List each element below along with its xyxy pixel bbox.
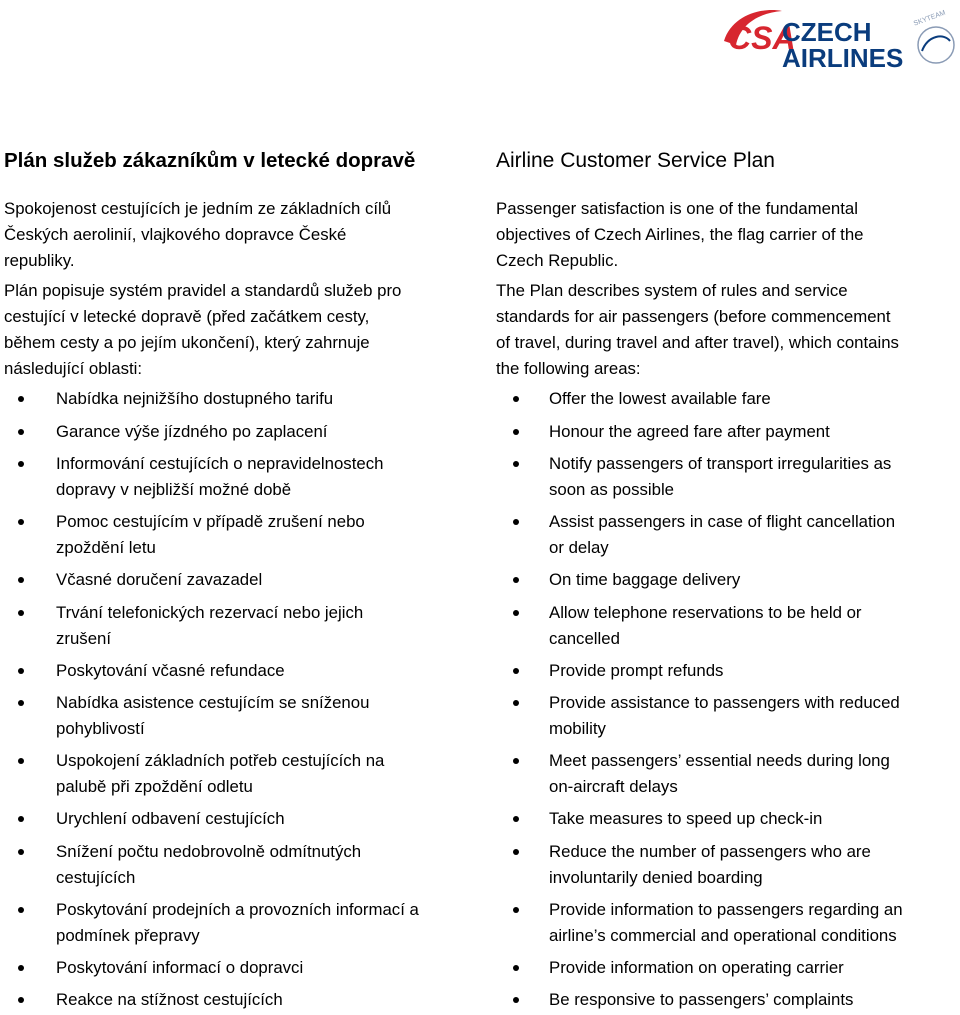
bullet-icon bbox=[18, 610, 24, 616]
bullet-icon bbox=[513, 610, 519, 616]
english-service-item bbox=[496, 987, 960, 1013]
bullet-icon bbox=[18, 907, 24, 913]
czech-service-item-text: Včasné doručení zavazadel bbox=[56, 570, 263, 589]
english-service-item bbox=[496, 690, 960, 742]
czech-airlines-logo bbox=[722, 5, 960, 73]
czech-service-item bbox=[4, 451, 480, 503]
english-plan-line: the following areas: bbox=[496, 359, 641, 378]
english-service-item bbox=[496, 509, 960, 561]
czech-service-item bbox=[4, 955, 480, 981]
english-service-item bbox=[496, 748, 960, 800]
czech-service-item bbox=[4, 509, 480, 561]
english-service-item bbox=[496, 806, 960, 832]
english-service-item bbox=[496, 600, 960, 652]
english-service-item-text: Take measures to speed up check-in bbox=[549, 809, 823, 828]
logo-brand-code: CSA bbox=[728, 20, 796, 56]
bullet-icon bbox=[18, 758, 24, 764]
bullet-icon bbox=[18, 396, 24, 402]
english-service-item bbox=[496, 419, 960, 445]
czech-plan-line: následující oblasti: bbox=[4, 359, 143, 378]
english-service-item-text: On time baggage delivery bbox=[549, 570, 741, 589]
english-service-item-text: Meet passengers’ essential needs during long on-aircraft delays bbox=[549, 751, 890, 796]
czech-intro-line: Českých aerolinií, vlajkového dopravce České bbox=[4, 225, 347, 244]
czech-service-item-text: Snížení počtu nedobrovolně odmítnutých cestujících bbox=[56, 841, 362, 887]
bullet-icon bbox=[513, 965, 519, 971]
english-plan-paragraph bbox=[496, 278, 899, 382]
czech-plan-line: Plán popisuje systém pravidel a standardů služeb pro bbox=[4, 281, 402, 300]
czech-service-item-text: Nabídka asistence cestujícím se sníženou pohyblivostí bbox=[56, 693, 370, 738]
english-service-item-text: Be responsive to passengers’ complaints bbox=[549, 990, 854, 1009]
bullet-icon bbox=[18, 965, 24, 971]
czech-service-item bbox=[4, 987, 480, 1013]
bullet-icon bbox=[513, 997, 519, 1003]
english-service-item bbox=[496, 451, 960, 503]
english-intro-line: Passenger satisfaction is one of the fundamental bbox=[496, 199, 858, 218]
skyteam-circle bbox=[918, 27, 954, 63]
bullet-icon bbox=[513, 816, 519, 822]
english-intro-paragraph bbox=[496, 196, 864, 274]
bullet-icon bbox=[18, 461, 24, 467]
czech-service-item bbox=[4, 419, 480, 445]
bullet-icon bbox=[18, 849, 24, 855]
bullet-icon bbox=[513, 429, 519, 435]
english-service-item-text: Provide assistance to passengers with reduced mobility bbox=[549, 693, 900, 738]
czech-intro-paragraph bbox=[4, 196, 391, 274]
czech-service-item-text: Urychlení odbavení cestujících bbox=[56, 809, 285, 828]
bullet-icon bbox=[513, 700, 519, 706]
czech-service-item bbox=[4, 806, 480, 832]
czech-plan-line: během cesty a po jejím ukončení), který zahrnuje bbox=[4, 333, 370, 352]
english-intro-line: objectives of Czech Airlines, the flag carrier of the bbox=[496, 225, 864, 244]
bullet-icon bbox=[513, 849, 519, 855]
czech-service-item bbox=[4, 897, 480, 949]
bullet-icon bbox=[18, 997, 24, 1003]
czech-intro-line: republiky. bbox=[4, 251, 75, 270]
english-plan-line: standards for air passengers (before commencement bbox=[496, 307, 891, 326]
bullet-icon bbox=[18, 577, 24, 583]
bullet-icon bbox=[513, 577, 519, 583]
czech-service-item-text: Reakce na stížnost cestujících bbox=[56, 990, 283, 1009]
english-service-item bbox=[496, 897, 960, 949]
czech-intro-line: Spokojenost cestujících je jedním ze základních cílů bbox=[4, 199, 392, 218]
skyteam-swirl bbox=[922, 36, 950, 51]
czech-service-item-text: Pomoc cestujícím v případě zrušení nebo zpoždění letu bbox=[56, 512, 365, 557]
english-title: Airline Customer Service Plan bbox=[496, 149, 775, 172]
bullet-icon bbox=[18, 816, 24, 822]
bullet-icon bbox=[513, 668, 519, 674]
czech-service-item-text: Poskytování včasné refundace bbox=[56, 660, 285, 680]
czech-service-item-text: Poskytování prodejních a provozních informací a podmínek přepravy bbox=[56, 899, 419, 945]
english-column bbox=[496, 146, 960, 1009]
czech-service-item bbox=[4, 386, 480, 412]
bullet-icon bbox=[513, 758, 519, 764]
czech-plan-line: cestující v letecké dopravě (před začátkem cesty, bbox=[4, 307, 370, 326]
czech-service-item bbox=[4, 690, 480, 742]
english-service-item-text: Provide prompt refunds bbox=[549, 660, 724, 680]
czech-service-item bbox=[4, 567, 480, 593]
bullet-icon bbox=[513, 907, 519, 913]
english-service-item-text: Honour the agreed fare after payment bbox=[549, 421, 830, 441]
bullet-icon bbox=[18, 668, 24, 674]
logo-brand-line1: CZECH bbox=[782, 17, 872, 47]
czech-service-item-text: Poskytování informací o dopravci bbox=[56, 957, 304, 977]
english-plan-line: of travel, during travel and after travel), which contains bbox=[496, 333, 899, 352]
bullet-icon bbox=[18, 519, 24, 525]
czech-service-item bbox=[4, 658, 480, 684]
logo-alliance: SKYTEAM bbox=[912, 9, 947, 28]
czech-service-item-text: Trvání telefonických rezervací nebo jejich zrušení bbox=[56, 602, 364, 648]
bullet-icon bbox=[513, 519, 519, 525]
czech-column bbox=[4, 146, 480, 1009]
czech-service-item bbox=[4, 748, 480, 800]
bullet-icon bbox=[513, 396, 519, 402]
czech-service-item bbox=[4, 839, 480, 891]
logo-brand-line2: AIRLINES bbox=[782, 43, 904, 73]
czech-service-item-text: Garance výše jízdného po zaplacení bbox=[56, 421, 328, 441]
bullet-icon bbox=[18, 429, 24, 435]
czech-service-item-text: Informování cestujících o nepravidelnostech dopravy v nejbližší možné době bbox=[56, 454, 384, 499]
english-service-item-text: Provide information on operating carrier bbox=[549, 957, 844, 977]
czech-service-item bbox=[4, 600, 480, 652]
english-service-item-text: Assist passengers in case of flight cancellation or delay bbox=[549, 512, 896, 557]
english-intro-line: Czech Republic. bbox=[496, 251, 619, 270]
english-service-item bbox=[496, 567, 960, 593]
english-service-item bbox=[496, 839, 960, 891]
english-service-item bbox=[496, 658, 960, 684]
bullet-icon bbox=[18, 700, 24, 706]
bullet-icon bbox=[513, 461, 519, 467]
english-service-item bbox=[496, 386, 960, 412]
english-service-item-text: Provide information to passengers regarding an airline’s commercial and operational conditions bbox=[549, 899, 903, 945]
czech-plan-paragraph bbox=[4, 278, 401, 382]
czech-service-item-text: Nabídka nejnižšího dostupného tarifu bbox=[56, 389, 334, 408]
czech-service-item-text: Uspokojení základních potřeb cestujících na palubě při zpoždění odletu bbox=[56, 751, 385, 796]
czech-title: Plán služeb zákazníkům v letecké dopravě bbox=[4, 149, 416, 172]
english-service-item-text: Allow telephone reservations to be held or cancelled bbox=[549, 602, 862, 648]
english-service-item-text: Offer the lowest available fare bbox=[549, 389, 771, 408]
english-plan-line: The Plan describes system of rules and service bbox=[496, 281, 848, 300]
english-service-item-text: Reduce the number of passengers who are involuntarily denied boarding bbox=[549, 841, 871, 887]
english-service-item bbox=[496, 955, 960, 981]
english-service-item-text: Notify passengers of transport irregularities as soon as possible bbox=[549, 454, 892, 499]
